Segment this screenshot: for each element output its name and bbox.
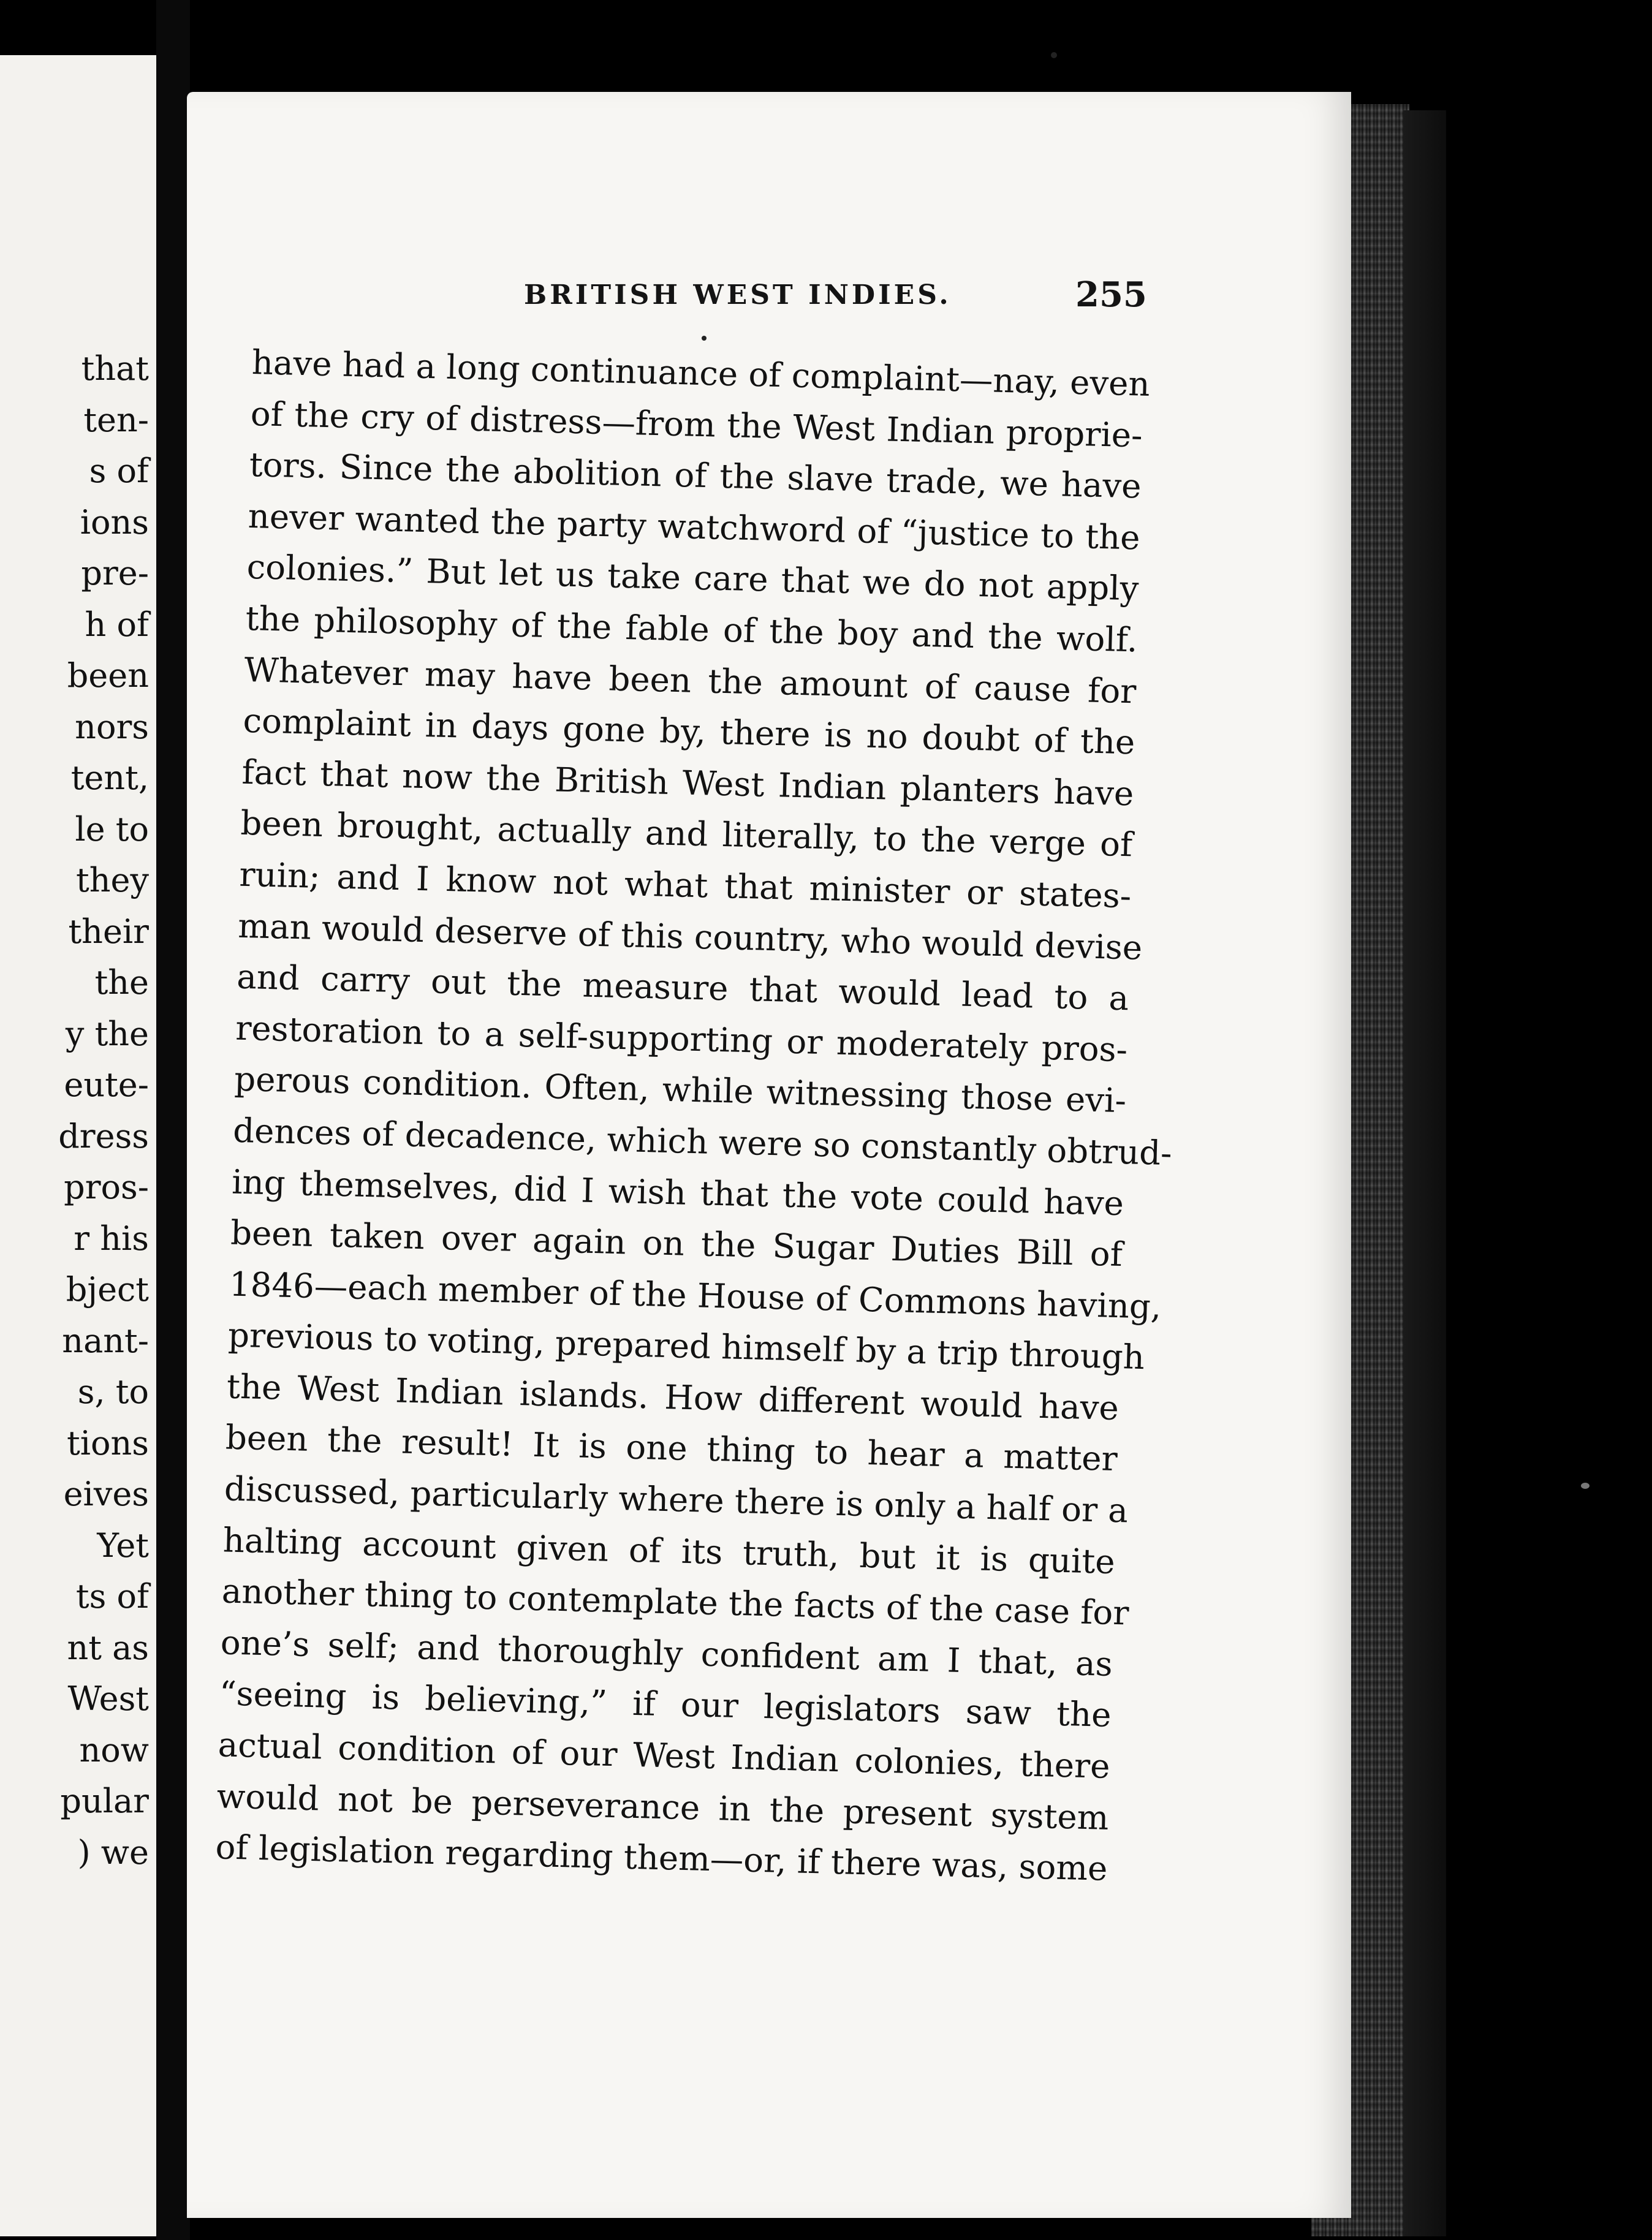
text-line: “seeing is believing,” if our legislators saw the — [219, 1673, 1112, 1735]
left-line: nors — [75, 707, 149, 746]
left-line: nt as — [67, 1628, 149, 1667]
left-line: ts of — [75, 1577, 149, 1616]
text-line: been brought, actually and literally, to the verge of — [240, 803, 1133, 865]
left-line: ) we — [77, 1833, 149, 1872]
text-line: complaint in days gone by, there is no doubt of the — [242, 700, 1136, 762]
text-line: the philosophy of the fable of the boy and the wolf. — [245, 598, 1139, 660]
page-number: 255 — [1075, 274, 1147, 315]
text-line: been taken over again on the Sugar Duties Bill of — [230, 1213, 1123, 1274]
left-line: s of — [89, 452, 149, 490]
text-line: one’s self; and thoroughly confident am I that, as — [220, 1622, 1113, 1684]
left-line: nant- — [62, 1321, 149, 1360]
text-line: dences of decadence, which were so constantly obtrud- — [232, 1110, 1173, 1173]
text-line: have had a long continuance of complaint—nay, even — [251, 342, 1151, 404]
text-line: the West Indian islands. How different would have — [226, 1366, 1120, 1428]
text-line: perous condition. Often, while witnessing those evi- — [233, 1059, 1127, 1121]
left-line: the — [94, 963, 149, 1002]
text-line: fact that now the British West Indian planters have — [241, 752, 1135, 814]
cover-edge — [1403, 110, 1446, 2236]
left-line: y the — [65, 1014, 149, 1053]
text-line: ing themselves, did I wish that the vote could have — [231, 1162, 1124, 1223]
text-line: colonies.” But let us take care that we do not apply — [246, 547, 1140, 608]
left-line: tent, — [70, 759, 149, 797]
left-line: s, to — [77, 1372, 149, 1411]
left-line: ten- — [83, 400, 149, 439]
text-line: of legislation regarding them—or, if there was, some — [214, 1827, 1108, 1889]
text-line: Whatever may have been the amount of cause for — [243, 649, 1137, 711]
body-text — [214, 337, 1173, 1895]
running-head: BRITISH WEST INDIES. — [524, 279, 952, 311]
left-line: tions — [67, 1423, 149, 1462]
left-line: West — [67, 1679, 149, 1718]
text-line: tors. Since the abolition of the slave trade, we have — [249, 445, 1142, 506]
left-line: pre- — [81, 554, 149, 592]
left-line: now — [79, 1730, 149, 1769]
left-line: ions — [80, 502, 149, 542]
left-facing-page — [0, 55, 156, 2236]
left-line: that — [81, 349, 149, 388]
left-line: Yet — [97, 1526, 149, 1565]
text-line: another thing to contemplate the facts of the case for — [221, 1571, 1130, 1633]
scan-speck — [1051, 52, 1057, 58]
left-line: le to — [75, 809, 149, 849]
text-line: of the cry of distress—from the West Indian proprie- — [250, 393, 1143, 455]
text-line: discussed, particularly where there is only a half or a — [224, 1469, 1129, 1531]
text-line: been the result! It is one thing to hear a matter — [225, 1417, 1118, 1479]
text-line: and carry out the measure that would lead to a — [236, 956, 1129, 1018]
left-page-text — [58, 343, 149, 1878]
text-line: never wanted the party watchword of “justice to the — [248, 496, 1141, 558]
left-line: pular — [60, 1782, 149, 1820]
left-line: pros- — [64, 1168, 149, 1206]
text-line: man would deserve of this country, who would devise — [237, 906, 1143, 967]
text-line: 1846—each member of the House of Commons having, — [229, 1264, 1162, 1326]
left-line: r his — [74, 1219, 149, 1258]
left-line: eives — [63, 1475, 149, 1513]
text-line: actual condition of our West Indian colonies, there — [218, 1725, 1111, 1786]
left-line: eute- — [64, 1065, 149, 1104]
text-line: ruin; and I know not what that minister or states- — [238, 854, 1132, 916]
scan-speck — [1581, 1483, 1589, 1489]
left-line: been — [67, 656, 149, 695]
left-line: h of — [85, 605, 149, 644]
left-line: bject — [66, 1270, 149, 1309]
left-line: dress — [58, 1116, 149, 1156]
left-line: their — [68, 912, 149, 951]
text-line: halting account given of its truth, but it is quite — [222, 1520, 1116, 1581]
text-line: restoration to a self-supporting or moderately pros- — [235, 1008, 1128, 1069]
left-line: they — [76, 861, 149, 899]
text-line: would not be perseverance in the present system — [216, 1776, 1110, 1837]
book-gutter — [156, 0, 190, 2240]
text-line: previous to voting, prepared himself by a trip through — [227, 1315, 1145, 1377]
scan-speck — [702, 336, 707, 341]
